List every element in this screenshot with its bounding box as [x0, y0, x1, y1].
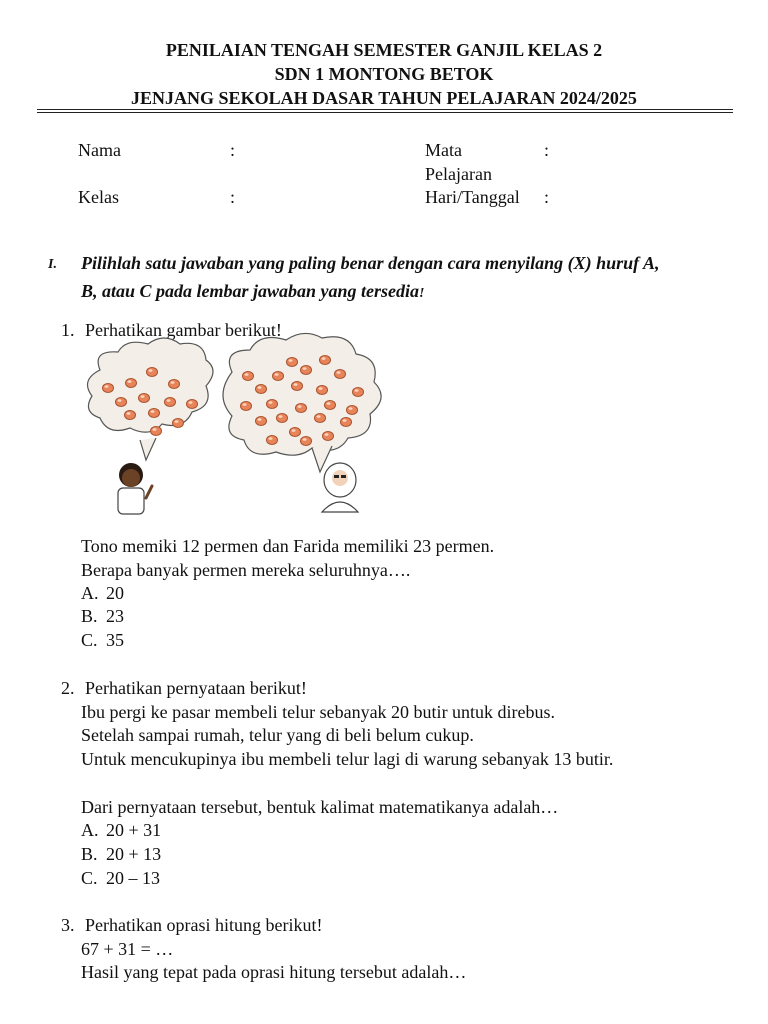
section-numeral: I.	[48, 257, 57, 272]
q1-option-a-letter: A.	[81, 583, 99, 603]
q2-line2: Setelah sampai rumah, telur yang di beli belum cukup.	[81, 725, 474, 745]
header-school: SDN 1 MONTONG BETOK	[274, 64, 494, 84]
nama-colon: :	[230, 140, 236, 160]
nama-label: Nama	[78, 140, 121, 160]
header-year: JENJANG SEKOLAH DASAR TAHUN PELAJARAN 2024/2025	[131, 88, 637, 108]
q2-prompt: Perhatikan pernyataan berikut!	[85, 678, 307, 698]
kelas-colon: :	[230, 187, 236, 207]
kelas-label: Kelas	[78, 187, 119, 207]
q1-text2: Berapa banyak permen mereka seluruhnya….	[81, 560, 411, 580]
q3-equation: 67 + 31 = …	[81, 939, 174, 959]
q1-option-a-text: 20	[106, 583, 124, 603]
q1-option-c-text: 35	[106, 630, 124, 650]
instruction-exclamation: !	[419, 286, 425, 301]
q1-prompt: Perhatikan gambar berikut!	[85, 320, 282, 340]
hari-label: Hari/Tanggal	[425, 187, 520, 207]
q2-line1: Ibu pergi ke pasar membeli telur sebanyak 20 butir untuk direbus.	[81, 702, 556, 722]
q2-option-a-text: 20 + 31	[106, 820, 162, 840]
tono-bubble-tail	[140, 438, 156, 460]
mata-colon: :	[544, 140, 550, 160]
q1-option-b-text: 23	[106, 606, 124, 626]
hari-colon: :	[544, 187, 550, 207]
q1-option-b-letter: B.	[81, 606, 98, 626]
instruction-line2-text: B, atau C pada lembar jawaban yang tersedia	[81, 281, 420, 301]
farida-figure	[322, 463, 358, 512]
q2-option-c-letter: C.	[81, 868, 98, 888]
q2-question: Dari pernyataan tersebut, bentuk kalimat matematikanya adalah…	[81, 797, 559, 817]
q1-number: 1.	[61, 320, 75, 340]
q2-number: 2.	[61, 678, 75, 698]
q2-line3: Untuk mencukupinya ibu membeli telur lagi di warung sebanyak 13 butir.	[81, 749, 614, 769]
q3-number: 3.	[61, 915, 75, 935]
pelajaran-label: Pelajaran	[425, 164, 492, 184]
header-title: PENILAIAN TENGAH SEMESTER GANJIL KELAS 2	[165, 40, 603, 60]
instruction-line1: Pilihlah satu jawaban yang paling benar dengan cara menyilang (X) huruf A,	[81, 253, 660, 273]
q3-question: Hasil yang tepat pada oprasi hitung tersebut adalah…	[81, 962, 467, 982]
tono-figure	[118, 463, 152, 514]
mata-label: Mata	[425, 140, 462, 160]
q1-text1: Tono memiki 12 permen dan Farida memiliki 23 permen.	[81, 536, 495, 556]
q2-option-b-letter: B.	[81, 844, 98, 864]
q2-option-b-text: 20 + 13	[106, 844, 162, 864]
q2-option-a-letter: A.	[81, 820, 99, 840]
q2-option-c-text: 20 – 13	[106, 868, 160, 888]
q3-prompt: Perhatikan oprasi hitung berikut!	[85, 915, 323, 935]
q1-option-c-letter: C.	[81, 630, 98, 650]
